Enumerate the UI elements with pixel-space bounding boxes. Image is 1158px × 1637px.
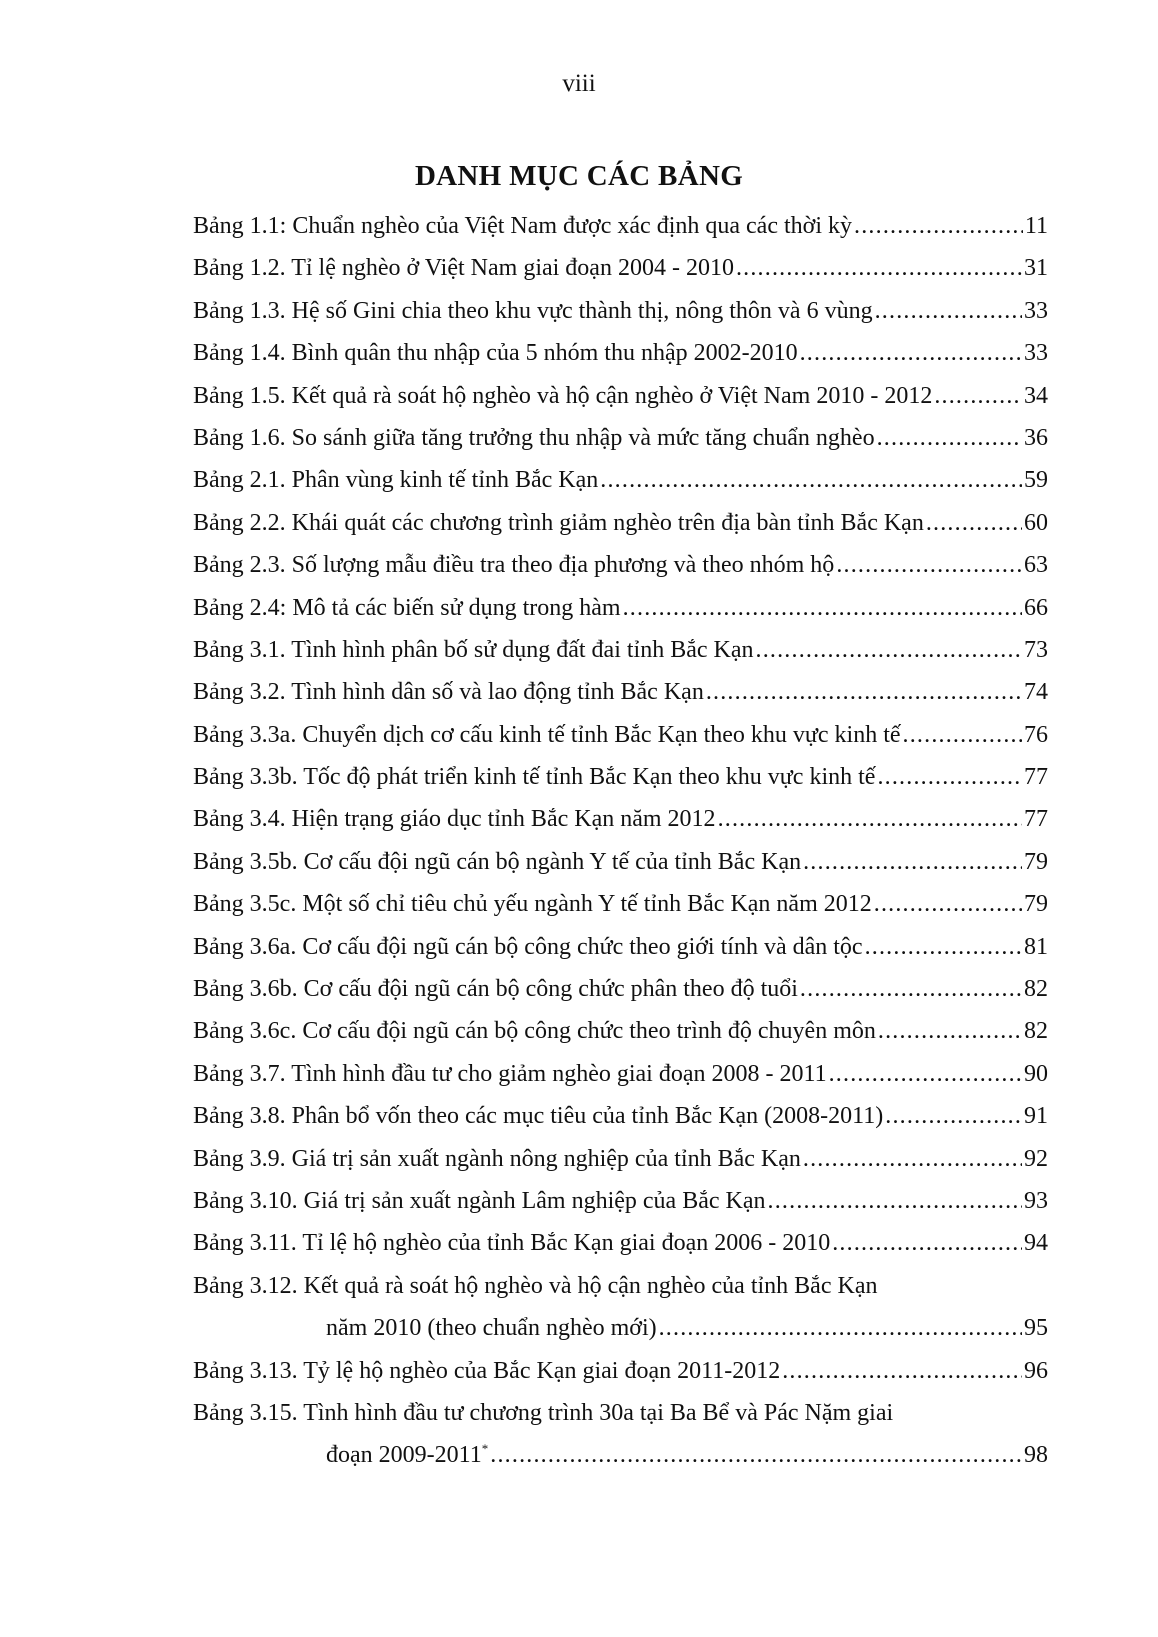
table-entry-text: Bảng 1.5. Kết quả rà soát hộ nghèo và hộ cận nghèo ở Việt Nam 2010 - 2012	[193, 382, 933, 409]
table-entry-text: Bảng 3.7. Tình hình đầu tư cho giảm nghèo giai đoạn 2008 - 2011	[193, 1060, 827, 1087]
table-entry-text: Bảng 3.6c. Cơ cấu đội ngũ cán bộ công chức theo trình độ chuyên môn	[193, 1018, 876, 1045]
table-entry-page: 96	[1024, 1357, 1048, 1384]
table-entry-text: Bảng 2.1. Phân vùng kinh tế tỉnh Bắc Kạn	[193, 467, 599, 494]
table-entry-page: 79	[1024, 848, 1048, 875]
table-entry-text: Bảng 3.4. Hiện trạng giáo dục tỉnh Bắc Kạn năm 2012	[193, 806, 716, 833]
table-entry-line: Bảng 3.15. Tình hình đầu tư chương trình 30a tại Ba Bể và Pác Nặm giai	[193, 1399, 894, 1426]
leader-dots	[836, 544, 1022, 586]
leader-dots	[718, 798, 1022, 840]
table-list-entries	[193, 205, 1048, 1265]
table-entry-page: 77	[1024, 764, 1048, 791]
table-entry-text: Bảng 3.1. Tình hình phân bố sử dụng đất đai tỉnh Bắc Kạn	[193, 636, 754, 663]
table-entry	[193, 587, 1048, 629]
leader-dots	[803, 1138, 1022, 1180]
leader-dots	[800, 332, 1022, 374]
leader-dots	[865, 926, 1022, 968]
table-entry	[193, 1095, 1048, 1137]
table-entry-text: Bảng 3.5c. Một số chỉ tiêu chủ yếu ngành Y tế tỉnh Bắc Kạn năm 2012	[193, 891, 872, 918]
table-entry-text: Bảng 3.13. Tỷ lệ hộ nghèo của Bắc Kạn giai đoạn 2011-2012	[193, 1357, 781, 1384]
leader-dots	[874, 883, 1022, 925]
table-entry-page: 73	[1024, 636, 1048, 663]
table-entry-page: 74	[1024, 679, 1048, 706]
table-entry	[193, 332, 1048, 374]
table-entry-text: Bảng 3.2. Tình hình dân số và lao động tỉnh Bắc Kạn	[193, 679, 704, 706]
table-entry-page: 92	[1024, 1145, 1048, 1172]
table-entry-text	[326, 1434, 488, 1476]
leader-dots	[877, 417, 1022, 459]
table-entry-page: 95	[1024, 1315, 1048, 1342]
leader-dots	[878, 1010, 1022, 1052]
table-entry-line: Bảng 3.12. Kết quả rà soát hộ nghèo và hộ cận nghèo của tỉnh Bắc Kạn	[193, 1272, 878, 1299]
table-entry	[193, 290, 1048, 332]
table-entry-page: 77	[1024, 806, 1048, 833]
table-entry	[193, 459, 1048, 501]
table-entry-text: Bảng 3.8. Phân bổ vốn theo các mục tiêu của tỉnh Bắc Kạn (2008-2011)	[193, 1103, 884, 1130]
leader-dots	[736, 247, 1022, 289]
table-entry-text: Bảng 2.3. Số lượng mẫu điều tra theo địa phương và theo nhóm hộ	[193, 552, 835, 579]
leader-dots	[706, 671, 1022, 713]
table-entry-page: 60	[1024, 509, 1048, 536]
table-entry-text: Bảng 1.2. Tỉ lệ nghèo ở Việt Nam giai đoạn 2004 - 2010	[193, 255, 734, 282]
table-entry-page: 33	[1024, 340, 1048, 367]
table-entry-page: 91	[1024, 1103, 1048, 1130]
table-entry-text: Bảng 1.3. Hệ số Gini chia theo khu vực thành thị, nông thôn và 6 vùng	[193, 297, 873, 324]
table-entry-text: Bảng 1.6. So sánh giữa tăng trưởng thu nhập và mức tăng chuẩn nghèo	[193, 424, 875, 451]
table-entry-page: 36	[1024, 424, 1048, 451]
table-entry	[193, 798, 1048, 840]
table-entry-page: 93	[1024, 1187, 1048, 1214]
leader-dots	[885, 1095, 1022, 1137]
table-entry	[193, 417, 1048, 459]
table-entry-page: 79	[1024, 891, 1048, 918]
table-entry	[193, 1350, 1048, 1392]
table-entry	[193, 1434, 1048, 1476]
table-entry-text-part: đoạn 2009-2011	[326, 1442, 482, 1469]
table-entry-text: Bảng 1.4. Bình quân thu nhập của 5 nhóm thu nhập 2002-2010	[193, 340, 798, 367]
leader-dots	[600, 459, 1022, 501]
table-entry	[193, 883, 1048, 925]
table-entry	[193, 375, 1048, 417]
table-entry-text: Bảng 3.6b. Cơ cấu đội ngũ cán bộ công chức phân theo độ tuổi	[193, 976, 798, 1003]
table-entry	[193, 1010, 1048, 1052]
table-entry	[193, 205, 1048, 247]
table-entry	[193, 629, 1048, 671]
table-entry	[193, 247, 1048, 289]
table-entry	[193, 1180, 1048, 1222]
table-entry	[193, 756, 1048, 798]
table-entry-page: 94	[1024, 1230, 1048, 1257]
table-entry-text: Bảng 3.11. Tỉ lệ hộ nghèo của tỉnh Bắc Kạn giai đoạn 2006 - 2010	[193, 1230, 831, 1257]
table-entry	[193, 1053, 1048, 1095]
table-entry-page: 81	[1024, 933, 1048, 960]
table-entry	[193, 671, 1048, 713]
leader-dots	[854, 205, 1023, 247]
table-entry-page: 33	[1024, 297, 1048, 324]
leader-dots	[782, 1350, 1022, 1392]
table-entry-page: 11	[1024, 213, 1048, 239]
table-entry-page: 59	[1024, 467, 1048, 494]
table-entry-text: Bảng 3.6a. Cơ cấu đội ngũ cán bộ công chức theo giới tính và dân tộc	[193, 933, 863, 960]
leader-dots	[877, 756, 1022, 798]
table-entry	[193, 1222, 1048, 1264]
leader-dots	[934, 375, 1022, 417]
table-list	[193, 205, 1048, 1477]
table-entry-page: 34	[1024, 382, 1048, 409]
table-entry	[193, 544, 1048, 586]
table-entry-page: 31	[1024, 255, 1048, 282]
table-entry	[193, 502, 1048, 544]
leader-dots	[756, 629, 1023, 671]
footnote-mark: *	[481, 1441, 489, 1457]
table-entry-page: 63	[1024, 552, 1048, 579]
table-entry-page: 66	[1024, 594, 1048, 621]
leader-dots	[623, 587, 1022, 629]
leader-dots	[926, 502, 1022, 544]
table-entry	[193, 841, 1048, 883]
page-number: viii	[562, 70, 596, 97]
table-entry-text: Bảng 2.2. Khái quát các chương trình giảm nghèo trên địa bàn tỉnh Bắc Kạn	[193, 509, 924, 536]
table-entry-page: 82	[1024, 976, 1048, 1003]
leader-dots	[800, 968, 1022, 1010]
table-entry	[193, 968, 1048, 1010]
table-entry-page: 82	[1024, 1018, 1048, 1045]
leader-dots	[659, 1307, 1022, 1349]
table-entry	[193, 1138, 1048, 1180]
table-entry-page: 76	[1024, 721, 1048, 748]
leader-dots	[803, 841, 1022, 883]
table-entry	[193, 926, 1048, 968]
table-entry-text: Bảng 3.3b. Tốc độ phát triển kinh tế tỉnh Bắc Kạn theo khu vực kinh tế	[193, 764, 876, 791]
leader-dots	[903, 714, 1022, 756]
table-entry-text: năm 2010 (theo chuẩn nghèo mới)	[326, 1315, 657, 1342]
leader-dots	[829, 1053, 1022, 1095]
leader-dots	[875, 290, 1022, 332]
table-entry	[193, 1307, 1048, 1349]
table-entry-page: 90	[1024, 1060, 1048, 1087]
leader-dots	[490, 1434, 1022, 1476]
table-entry-text: Bảng 2.4: Mô tả các biến sử dụng trong hàm	[193, 594, 621, 621]
table-entry-text: Bảng 3.9. Giá trị sản xuất ngành nông nghiệp của tỉnh Bắc Kạn	[193, 1145, 801, 1172]
table-entry-text: Bảng 3.3a. Chuyển dịch cơ cấu kinh tế tỉnh Bắc Kạn theo khu vực kinh tế	[193, 721, 901, 748]
leader-dots	[768, 1180, 1022, 1222]
leader-dots	[832, 1222, 1022, 1264]
table-entry-text: Bảng 1.1: Chuẩn nghèo của Việt Nam được xác định qua các thời kỳ	[193, 213, 853, 239]
table-entry-text: Bảng 3.5b. Cơ cấu đội ngũ cán bộ ngành Y tế của tỉnh Bắc Kạn	[193, 848, 802, 875]
table-entry	[193, 714, 1048, 756]
table-entry-page: 98	[1024, 1442, 1048, 1469]
page-title: DANH MỤC CÁC BẢNG	[414, 160, 744, 192]
table-entry-text: Bảng 3.10. Giá trị sản xuất ngành Lâm nghiệp của Bắc Kạn	[193, 1187, 766, 1214]
